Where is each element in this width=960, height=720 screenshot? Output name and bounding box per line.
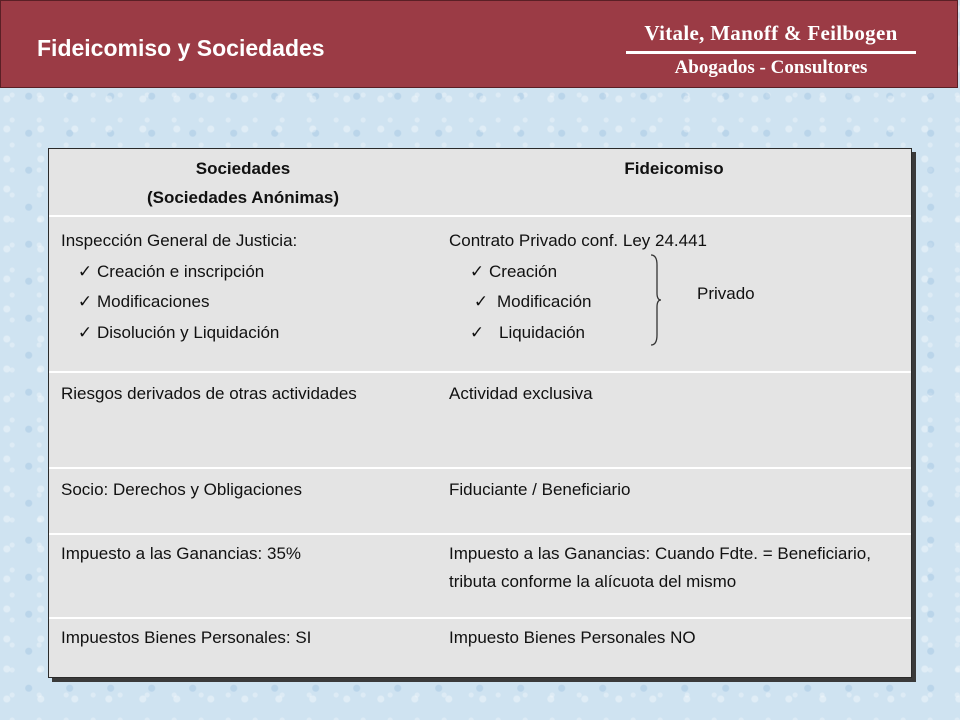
list-item-label: Liquidación [499, 322, 586, 342]
firm-name: Vitale, Manoff & Feilbogen [644, 21, 898, 45]
table-row [49, 215, 911, 371]
table-row [49, 617, 911, 677]
list-item [449, 257, 899, 288]
list-item [449, 287, 899, 318]
check-icon: ✓ [77, 292, 93, 311]
firm-subtitle: Abogados - Consultores [674, 57, 868, 78]
list-item [449, 318, 899, 349]
row5-left-cell: Impuestos Bienes Personales: SI [61, 628, 312, 647]
check-icon: ✓ [473, 292, 489, 311]
firm-logo-block [621, 21, 921, 79]
table-row [49, 371, 911, 467]
right-brace-icon [649, 253, 663, 347]
row1-right-cell [437, 217, 911, 371]
row2-right-cell: Actividad exclusiva [449, 384, 593, 403]
list-item-label: Disolución y Liquidación [97, 322, 280, 342]
table-header-row [49, 149, 911, 215]
row4-right-cell: Impuesto a las Ganancias: Cuando Fdte. = Beneficiario, tributa conforme la alícuota del mismo [449, 544, 871, 591]
row3-right-cell: Fiduciante / Beneficiario [449, 480, 631, 499]
check-icon: ✓ [77, 261, 93, 281]
list-item [77, 318, 425, 349]
list-item-label: Modificaciones [97, 292, 210, 311]
list-item [77, 287, 425, 318]
row1-right-title: Contrato Privado conf. Ley 24.441 [449, 231, 707, 250]
check-icon: ✓ [469, 322, 485, 342]
table-row [49, 467, 911, 533]
list-item [77, 257, 425, 288]
firm-divider [626, 51, 916, 54]
header-fideicomiso: Fideicomiso [624, 159, 724, 178]
table-row [49, 533, 911, 617]
list-item-label: Modificación [497, 292, 592, 311]
header-cell-fideicomiso [437, 149, 911, 215]
comparison-table [48, 148, 912, 678]
row1-left-title: Inspección General de Justicia: [61, 231, 298, 250]
header-sociedades: Sociedades [195, 159, 291, 178]
row3-left-cell: Socio: Derechos y Obligaciones [61, 480, 302, 499]
title-banner [0, 0, 958, 88]
list-item-label: Creación [489, 261, 558, 281]
check-icon: ✓ [77, 322, 93, 342]
check-icon: ✓ [469, 261, 485, 281]
row4-left-cell: Impuesto a las Ganancias: 35% [61, 544, 302, 563]
row1-left-cell [49, 217, 437, 371]
header-cell-sociedades [49, 149, 437, 215]
header-sociedades-anonimas: (Sociedades Anónimas) [146, 188, 340, 207]
row2-left-cell: Riesgos derivados de otras actividades [61, 384, 357, 403]
row5-right-cell: Impuesto Bienes Personales NO [449, 628, 696, 647]
privado-label: Privado [697, 284, 755, 303]
list-item-label: Creación e inscripción [97, 261, 265, 281]
slide-title: Fideicomiso y Sociedades [37, 35, 325, 61]
